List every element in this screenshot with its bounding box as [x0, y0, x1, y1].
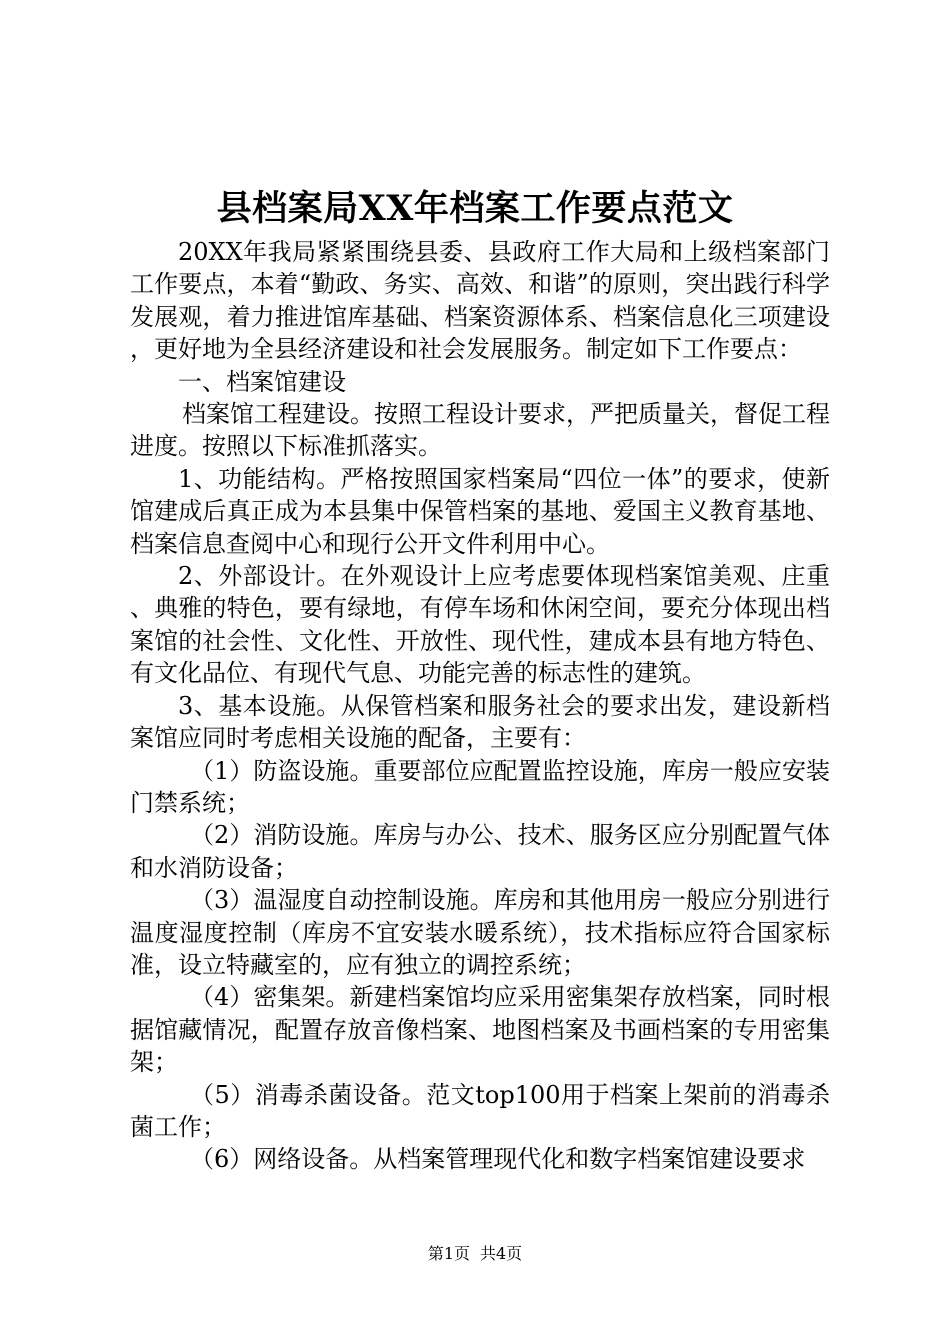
list-item-compact-shelving: （4）密集架。新建档案馆均应采用密集架存放档案，同时根据馆藏情况，配置存放音像档案、地图档案及书画档案的专用密集架；: [130, 983, 830, 1077]
list-item-fire-protection: （2）消防设施。库房与办公、技术、服务区应分别配置气体和水消防设备；: [130, 821, 830, 882]
section-heading-archive-building: 一、档案馆建设: [178, 367, 346, 396]
list-item-climate-control: （3）温湿度自动控制设施。库房和其他用房一般应分别进行温度湿度控制（库房不宜安装水暖系统），技术指标应符合国家标准，设立特藏室的，应有独立的调控系统；: [130, 886, 830, 979]
paragraph-intro: 20XX年我局紧紧围绕县委、县政府工作大局和上级档案部门工作要点，本着“勤政、务实、高效、和谐”的原则，突出践行科学发展观，着力推进馆库基础、档案资源体系、档案信息化三项建设，更好地为全县经济建设和社会发展服务。制定如下工作要点：: [130, 238, 830, 364]
paragraph-basic-facilities: 3、基本设施。从保管档案和服务社会的要求出发，建设新档案馆应同时考虑相关设施的配备，主要有：: [130, 691, 830, 753]
paragraph-external-design: 2、外部设计。在外观设计上应考虑要体现档案馆美观、庄重、典雅的特色，要有绿地，有停车场和休闲空间，要充分体现出档案馆的社会性、文化性、开放性、现代性，建成本县有地方特色、有文化品位、有现代气息、功能完善的标志性的建筑。: [130, 562, 830, 688]
page-total: 共4页: [480, 1244, 523, 1263]
page-footer: [0, 1243, 950, 1265]
document-body: [130, 236, 830, 1176]
paragraph-function-structure: 1、功能结构。严格按照国家档案局“四位一体”的要求，使新馆建成后真正成为本县集中保管档案的基地、爱国主义教育基地、档案信息查阅中心和现行公开文件利用中心。: [130, 464, 830, 558]
list-item-disinfection: （5）消毒杀菌设备。范文top100用于档案上架前的消毒杀菌工作；: [130, 1080, 830, 1141]
list-item-network: （6）网络设备。从档案管理现代化和数字档案馆建设要求: [190, 1145, 806, 1174]
paragraph-project-construction: 档案馆工程建设。按照工程设计要求，严把质量关，督促工程进度。按照以下标准抓落实。: [130, 400, 830, 461]
page-number: 第1页: [427, 1244, 470, 1263]
list-item-anti-theft: （1）防盗设施。重要部位应配置监控设施，库房一般应安装门禁系统；: [130, 756, 830, 817]
document-title: 县档案局XX年档案工作要点范文: [216, 188, 734, 229]
